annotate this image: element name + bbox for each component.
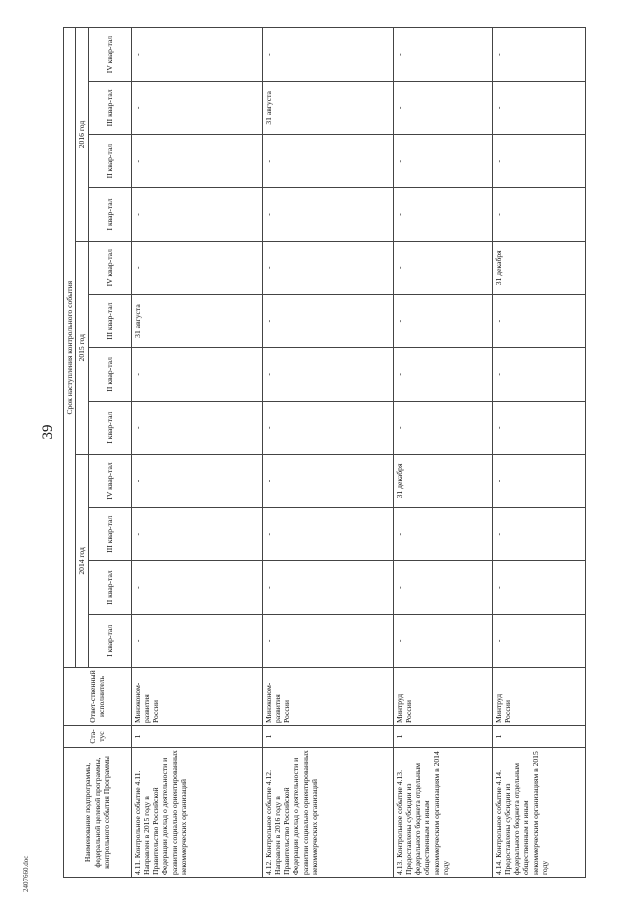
term-cell: - <box>131 508 262 561</box>
term-cell: - <box>262 508 393 561</box>
header-year: 2015 год <box>76 241 88 454</box>
term-cell: - <box>262 294 393 347</box>
header-quarter: IV квар-тал <box>88 454 131 507</box>
term-cell: - <box>492 508 585 561</box>
executor-cell: Минэконом-развития России <box>262 668 393 726</box>
footer-filename: 2407660.doc <box>22 855 30 892</box>
event-name-cell <box>393 748 492 878</box>
header-quarter: II квар-тал <box>88 348 131 401</box>
term-cell: - <box>492 28 585 81</box>
header-quarter: III квар-тал <box>88 81 131 134</box>
term-cell: - <box>492 294 585 347</box>
term-cell: - <box>131 348 262 401</box>
term-cell: - <box>393 348 492 401</box>
event-number: 4.12. <box>263 859 273 875</box>
header-quarter: IV квар-тал <box>88 28 131 81</box>
event-name: Контрольное событие 4.14. Предоставлены субсидии из федерального бюджета отдельным общественным и иным некоммерческим организациям в 2015 году <box>493 751 549 875</box>
term-cell: - <box>131 241 262 294</box>
term-cell: - <box>131 28 262 81</box>
header-quarter: II квар-тал <box>88 135 131 188</box>
term-cell: - <box>262 241 393 294</box>
term-cell: - <box>492 135 585 188</box>
term-cell: - <box>262 135 393 188</box>
header-executor: Ответ-ственный исполнитель <box>64 668 132 726</box>
term-cell: - <box>262 454 393 507</box>
term-cell: - <box>131 188 262 241</box>
term-cell: - <box>131 81 262 134</box>
event-name-cell <box>131 748 262 878</box>
term-cell: - <box>492 454 585 507</box>
term-cell: - <box>492 348 585 401</box>
status-cell: 1 <box>131 726 262 748</box>
header-name: Наименование подпрограммы, федеральной целевой программы, контрольного события Программы <box>64 748 132 878</box>
event-number: 4.13. <box>394 859 404 875</box>
header-year: 2014 год <box>76 454 88 667</box>
status-cell: 1 <box>393 726 492 748</box>
header-quarter: I квар-тал <box>88 614 131 667</box>
term-cell: 31 августа <box>131 294 262 347</box>
term-cell: - <box>393 401 492 454</box>
executor-cell: Минтруд России <box>393 668 492 726</box>
event-name-cell <box>262 748 393 878</box>
executor-cell: Минтруд России <box>492 668 585 726</box>
term-cell: - <box>492 561 585 614</box>
table-row <box>393 28 492 878</box>
term-cell: - <box>393 188 492 241</box>
event-number: 4.11. <box>132 860 142 875</box>
page-number: 39 <box>40 424 56 440</box>
header-quarter: I квар-тал <box>88 401 131 454</box>
header-quarter: III квар-тал <box>88 508 131 561</box>
event-name: Контрольное событие 4.11. Направлен в 2015 году в Правительство Российской Федерации доклад о деятельности и развитии социально ориентированных некоммерческих организаций <box>132 750 188 875</box>
header-status: Ста-тус <box>64 726 132 748</box>
term-cell: - <box>393 614 492 667</box>
term-cell: - <box>131 614 262 667</box>
control-events-table <box>63 27 586 878</box>
term-cell: - <box>131 454 262 507</box>
term-cell: - <box>492 614 585 667</box>
term-cell: - <box>131 135 262 188</box>
term-cell: - <box>131 401 262 454</box>
header-quarter: IV квар-тал <box>88 241 131 294</box>
term-cell: - <box>262 401 393 454</box>
executor-cell: Минэконом-развития России <box>131 668 262 726</box>
event-name: Контрольное событие 4.13. Предоставлены субсидии из федерального бюджета отдельным общественным и иным некоммерческим организациям в 2014 году <box>394 751 450 875</box>
term-cell: - <box>393 135 492 188</box>
term-cell: - <box>492 81 585 134</box>
term-cell: - <box>262 348 393 401</box>
term-cell: - <box>492 188 585 241</box>
term-cell: - <box>262 561 393 614</box>
status-cell: 1 <box>492 726 585 748</box>
term-cell: - <box>393 81 492 134</box>
term-cell: 31 декабря <box>492 241 585 294</box>
term-cell: - <box>131 561 262 614</box>
rotated-table-container <box>63 28 623 878</box>
term-cell: - <box>393 28 492 81</box>
table-row <box>262 28 393 878</box>
header-year: 2016 год <box>76 28 88 241</box>
header-quarter: I квар-тал <box>88 188 131 241</box>
header-term: Срок наступления контрольного события <box>64 28 76 668</box>
event-name: Контрольное событие 4.12. Направлен в 2016 году в Правительство Российской Федерации доклад о деятельности и развитии социально ориентированных некоммерческих организаций <box>263 750 319 875</box>
term-cell: - <box>393 294 492 347</box>
event-number: 4.14. <box>493 859 503 875</box>
term-cell: - <box>393 241 492 294</box>
status-cell: 1 <box>262 726 393 748</box>
term-cell: 31 декабря <box>393 454 492 507</box>
term-cell: - <box>393 561 492 614</box>
table-row <box>131 28 262 878</box>
term-cell: 31 августа <box>262 81 393 134</box>
term-cell: - <box>262 614 393 667</box>
term-cell: - <box>393 508 492 561</box>
header-quarter: III квар-тал <box>88 294 131 347</box>
table-row <box>492 28 585 878</box>
event-name-cell <box>492 748 585 878</box>
header-quarter: II квар-тал <box>88 561 131 614</box>
term-cell: - <box>262 28 393 81</box>
term-cell: - <box>262 188 393 241</box>
term-cell: - <box>492 401 585 454</box>
